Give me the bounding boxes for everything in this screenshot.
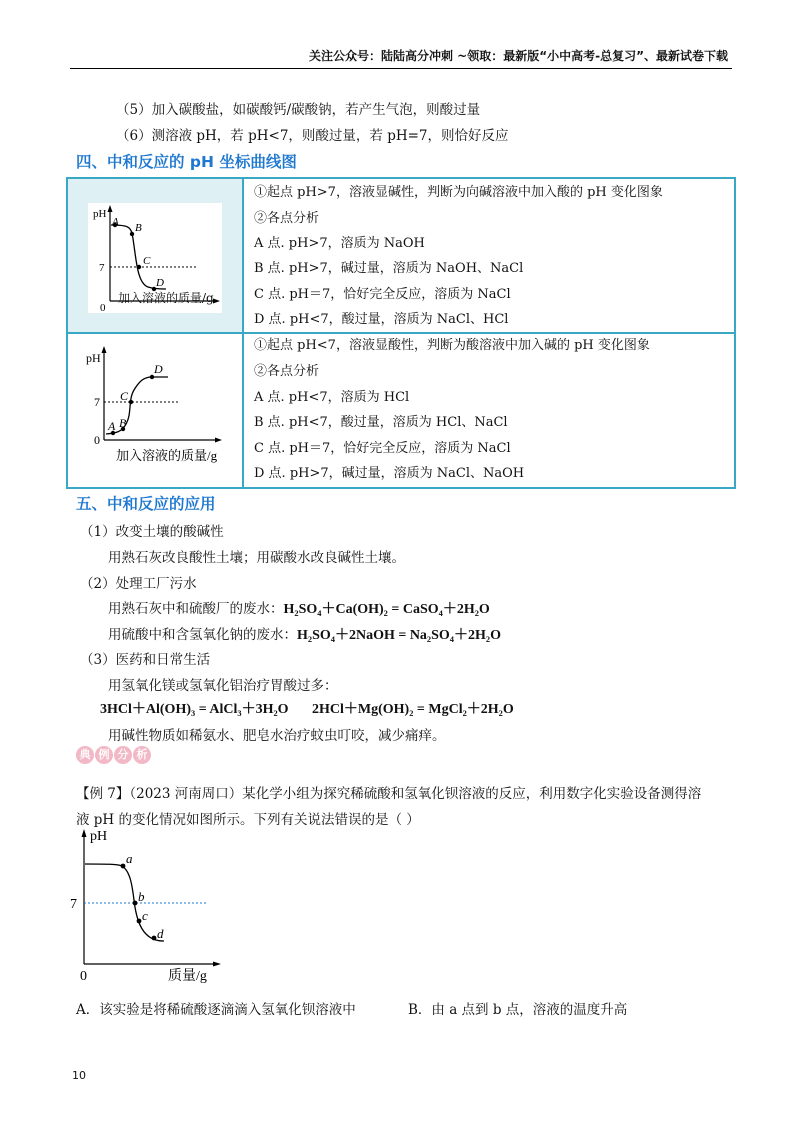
- point-label-b: b: [138, 889, 145, 904]
- example-question-line1: 【例 7】（2023 河南周口）某化学小组为探究稀硫酸和氢氧化钡溶液的反应，利用数字化实验设备测得溶: [76, 786, 702, 802]
- item3-text1: 用氢氧化镁或氢氧化铝治疗胃酸过多：: [108, 678, 338, 694]
- item2-line2: [108, 623, 501, 644]
- section5-title: 五、中和反应的应用: [76, 495, 216, 513]
- analysis-cell: [244, 334, 734, 487]
- seven-label: 7: [94, 395, 100, 409]
- item1-heading: （1）改变土壤的酸碱性: [80, 524, 224, 540]
- item2-line1-text: 用熟石灰中和硫酸厂的废水：: [108, 601, 284, 617]
- example-graph: [66, 826, 236, 984]
- option-a: A．该实验是将稀硫酸逐滴滴入氢氧化钡溶液中: [76, 1002, 356, 1018]
- analysis-line: ②各点分析: [254, 364, 320, 379]
- seven-label: 7: [99, 262, 105, 274]
- point-label-d: D: [156, 277, 164, 289]
- x-axis-label: 质量/g: [168, 969, 207, 984]
- analysis-line: D 点. pH>7，碱过量，溶质为 NaCl、NaOH: [254, 466, 525, 481]
- y-axis-label: pH: [90, 829, 108, 844]
- y-axis-label: pH: [86, 351, 101, 365]
- analysis-line: ①起点 pH<7，溶液显酸性，判断为酸溶液中加入碱的 pH 变化图象: [254, 338, 650, 353]
- intro-line-6: （6）测溶液 pH，若 pH<7，则酸过量，若 pH=7，则恰好反应: [116, 128, 509, 144]
- origin-label: 0: [100, 302, 106, 313]
- analysis-line: B 点. pH<7，酸过量，溶质为 HCl、NaCl: [254, 415, 508, 430]
- badge-char: 析: [133, 746, 151, 764]
- point-label-c: C: [120, 389, 129, 403]
- analysis-line: A 点. pH<7，溶质为 HCl: [254, 390, 410, 405]
- analysis-line: A 点. pH>7，溶质为 NaOH: [254, 236, 425, 251]
- point-label-d: d: [157, 926, 164, 941]
- analysis-line: B 点. pH>7，碱过量，溶质为 NaOH、NaCl: [254, 261, 524, 276]
- item2-line2-text: 用硫酸中和含氢氧化钠的废水：: [108, 627, 297, 643]
- graph-cell: [68, 334, 242, 487]
- y-axis-label: pH: [93, 208, 107, 220]
- intro-line-5: （5）加入碳酸盐，如碳酸钙/碳酸钠，若产生气泡，则酸过量: [116, 102, 481, 118]
- page-number: 10: [72, 1069, 86, 1082]
- point-label-b: B: [119, 416, 127, 430]
- ph-curve-table: [66, 177, 736, 489]
- point-label-a: A: [112, 216, 119, 228]
- x-axis-label: 加入溶液的质量/g: [116, 448, 218, 463]
- analysis-cell: [244, 179, 734, 332]
- item2-line1-formula: H₂SO₄＋Ca(OH)₂ = CaSO₄＋2H₂O: [283, 602, 490, 617]
- x-axis-label: 加入溶液的质量/g: [118, 291, 214, 305]
- table-row: [68, 334, 734, 487]
- item3-formula2: 2HCl＋Mg(OH)₂ = MgCl₂＋2H₂O: [312, 702, 514, 717]
- header-rule: [70, 68, 732, 69]
- origin-label: 0: [80, 969, 87, 984]
- example-analysis-badge: [76, 743, 152, 764]
- option-b: B．由 a 点到 b 点，溶液的温度升高: [408, 1002, 628, 1018]
- item2-line2-formula: H₂SO₄＋2NaOH = Na₂SO₄＋2H₂O: [297, 628, 501, 643]
- example-question-line2: 液 pH 的变化情况如图所示。下列有关说法错误的是（ ）: [76, 812, 420, 828]
- item2-line1: [108, 597, 490, 618]
- section4-title: 四、中和反应的 pH 坐标曲线图: [76, 153, 297, 171]
- analysis-line: C 点. pH＝7，恰好完全反应，溶质为 NaCl: [254, 287, 511, 302]
- point-label-a: A: [108, 419, 116, 433]
- badge-char: 分: [114, 746, 132, 764]
- item3-heading: （3）医药和日常生活: [80, 652, 211, 668]
- item3-text2: 用碱性物质如稀氨水、肥皂水治疗蚊虫叮咬，减少痛痒。: [108, 728, 446, 744]
- analysis-line: ①起点 pH>7，溶液显碱性，判断为向碱溶液中加入酸的 pH 变化图象: [254, 185, 663, 200]
- table-row: [68, 179, 734, 332]
- point-label-a: a: [126, 851, 133, 866]
- graph-acid-into-base: [68, 334, 242, 487]
- badge-char: 例: [95, 746, 113, 764]
- header-note: 关注公众号：陆陆高分冲刺 ~领取：最新版“小中高考-总复习”、最新试卷下载: [309, 49, 728, 63]
- graph-cell: [68, 179, 242, 332]
- item2-heading: （2）处理工厂污水: [80, 576, 197, 592]
- seven-label: 7: [70, 897, 77, 912]
- point-label-d: D: [154, 362, 163, 376]
- analysis-line: ②各点分析: [254, 211, 320, 226]
- point-label-c: C: [143, 255, 151, 267]
- analysis-line: C 点. pH＝7，恰好完全反应，溶质为 NaCl: [254, 441, 511, 456]
- point-label-c: c: [142, 908, 148, 923]
- item1-text: 用熟石灰改良酸性土壤；用碳酸水改良碱性土壤。: [108, 550, 405, 566]
- origin-label: 0: [94, 433, 100, 447]
- badge-char: 典: [76, 746, 94, 764]
- point-label-b: B: [135, 222, 142, 234]
- item3-formula1: 3HCl＋Al(OH)₃ = AlCl₃＋3H₂O: [100, 702, 289, 717]
- analysis-line: D 点. pH<7，酸过量，溶质为 NaCl、HCl: [254, 312, 509, 327]
